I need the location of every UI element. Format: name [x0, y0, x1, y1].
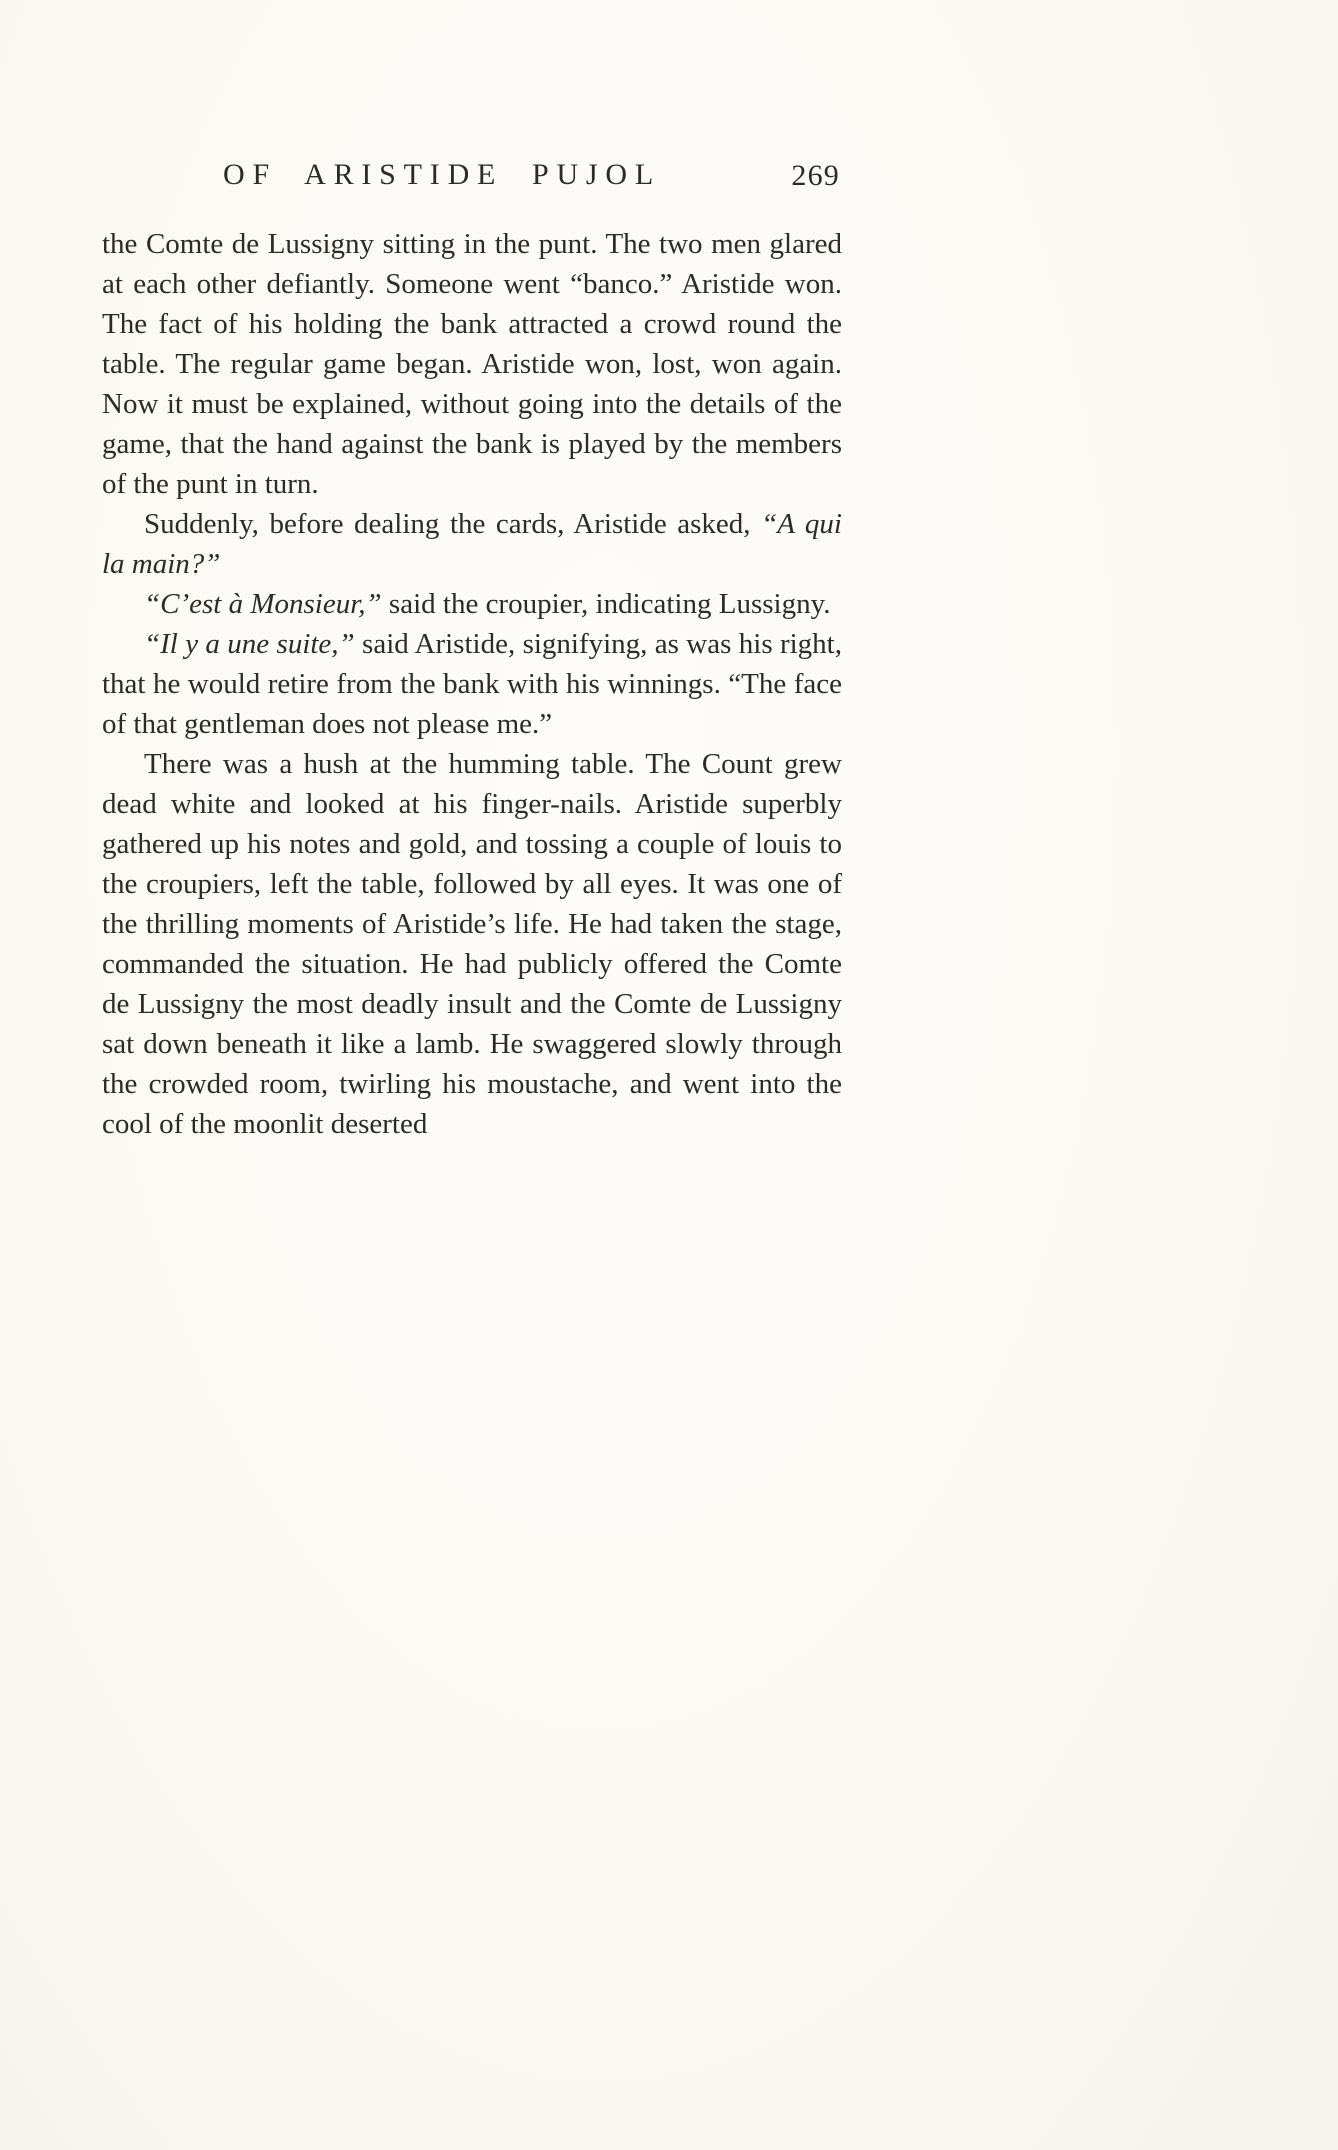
- paragraph-text-italic: “Il y a une suite,”: [144, 628, 355, 660]
- page-body: [102, 224, 842, 1144]
- paragraph-text: the Comte de Lussigny sitting in the punt. The two men glared at each other defiantly. Someone went “banco.” Aristide won. The fact of his holding the bank attracted a crowd round the table. The regular game began. Aristide won, lost, won again. Now it must be explained, without going into the details of the game, that the hand against the bank is played by the members of the punt in turn.: [102, 228, 842, 500]
- paragraph-text: Suddenly, before dealing the cards, Aristide asked,: [144, 508, 762, 540]
- paragraph-text: There was a hush at the humming table. The Count grew dead white and looked at his finger-nails. Aristide superbly gathered up his notes and gold, and tossing a couple of louis to the croupiers, left the table, followed by all eyes. It was one of the thrilling moments of Aristide’s life. He had taken the stage, commanded the situation. He had publicly offered the Comte de Lussigny the most deadly insult and the Comte de Lussigny sat down beneath it like a lamb. He swaggered slowly through the crowded room, twirling his moustache, and went into the cool of the moonlit deserted: [102, 748, 842, 1140]
- paragraph-1: [102, 224, 842, 504]
- paragraph-3: [102, 584, 842, 624]
- paragraph-5: [102, 744, 842, 1144]
- paragraph-2: [102, 504, 842, 584]
- text-column: [102, 158, 842, 1144]
- paragraph-4: [102, 624, 842, 744]
- paragraph-text-italic: “C’est à Monsieur,”: [144, 588, 382, 620]
- page-header: [102, 158, 842, 202]
- paragraph-text: said the croupier, indicating Lussigny.: [381, 588, 831, 620]
- paragraph-text-italic: “A qui la main?”: [102, 508, 842, 580]
- paragraph-text: said Aristide, signifying, as was his right, that he would retire from the bank with his winnings. “The face of that gentleman does not please me.”: [102, 628, 842, 740]
- page-number: 269: [791, 159, 840, 192]
- running-title: OF ARISTIDE PUJOL: [223, 158, 661, 191]
